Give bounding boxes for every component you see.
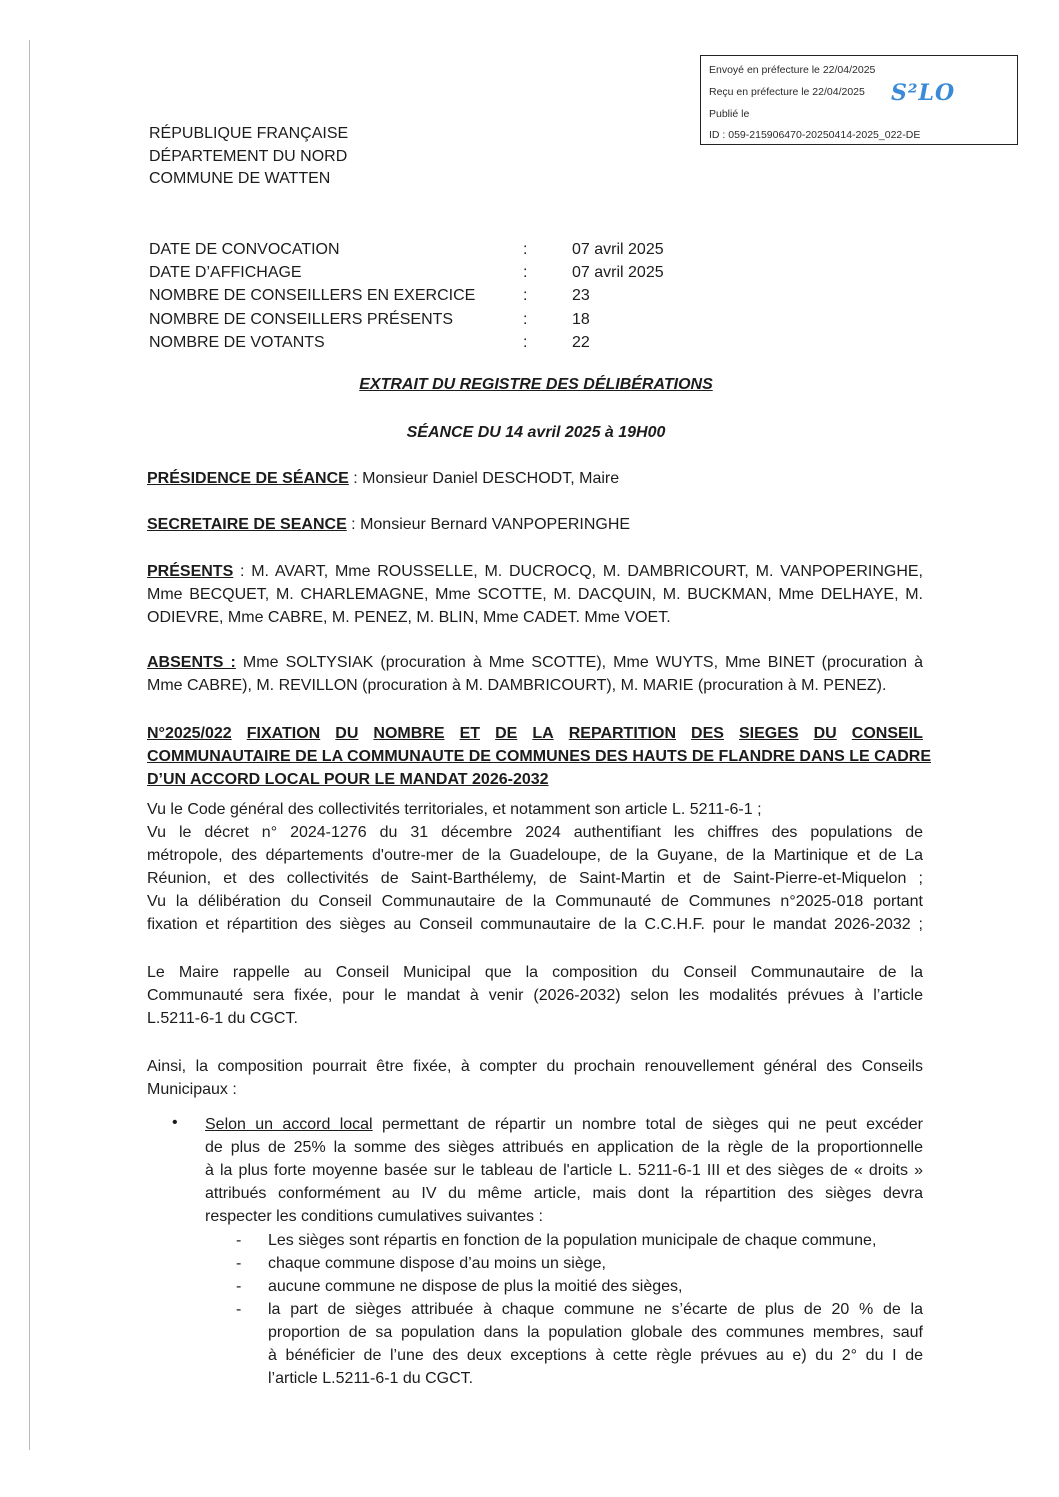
session-title: SÉANCE DU 14 avril 2025 à 19H00 (406, 424, 666, 441)
dash-icon: - (236, 1278, 242, 1295)
deliberation-number: N°2025/022 (147, 725, 232, 742)
stamp-sent: Envoyé en préfecture le 22/04/2025 (709, 64, 876, 76)
bullet-icon: • (172, 1114, 178, 1131)
absents-line: Mme SOLTYSIAK (procuration à Mme SCOTTE), Mme WUYTS, Mme BINET (procuration à (235, 654, 923, 671)
info-value: 22 (572, 333, 590, 351)
info-label: NOMBRE DE CONSEILLERS EN EXERCICE (149, 287, 476, 305)
condition-line: l’article L.5211-6-1 du CGCT. (268, 1370, 474, 1387)
s2lo-signature-logo: S²LO (891, 80, 956, 106)
info-row (149, 284, 709, 307)
dash-icon: - (236, 1232, 242, 1249)
list-item (230, 1298, 923, 1390)
info-separator: : (523, 333, 528, 351)
bullet-line: de plus de 25% la somme des sièges attribués en application de la règle de la proportionnelle (205, 1139, 923, 1156)
header-commune: COMMUNE DE WATTEN (149, 170, 331, 187)
ainsi-line: Ainsi, la composition pourrait être fixée, à compter du prochain renouvellement général des Conseils (147, 1058, 923, 1075)
conditions-list (230, 1229, 923, 1390)
info-value: 07 avril 2025 (572, 264, 664, 282)
info-row (149, 308, 709, 331)
maire-paragraph (147, 961, 923, 1030)
ainsi-paragraph (147, 1055, 923, 1101)
ainsi-line: Municipaux : (147, 1081, 237, 1098)
info-label: NOMBRE DE VOTANTS (149, 333, 325, 351)
presidence-text: : Monsieur Daniel DESCHODT, Maire (348, 470, 620, 487)
info-row (149, 238, 709, 261)
condition-line: proportion de sa population dans la population globale des communes membres, sauf (268, 1324, 923, 1341)
header-departement: DÉPARTEMENT DU NORD (149, 147, 348, 165)
condition-line: chaque commune dispose d’au moins un siège, (268, 1255, 606, 1272)
heading-word: ET (459, 725, 481, 742)
dash-icon: - (236, 1301, 242, 1318)
heading-word: DES (691, 725, 724, 742)
heading-word: DU (813, 725, 837, 742)
document-header (149, 123, 348, 191)
heading-word: REPARTITION (568, 725, 676, 742)
info-value: 23 (572, 287, 590, 305)
info-separator: : (523, 287, 528, 305)
stamp-received: Reçu en préfecture le 22/04/2025 (709, 86, 865, 98)
absents-paragraph (147, 651, 923, 697)
info-value: 18 (572, 310, 590, 328)
info-separator: : (523, 241, 528, 258)
scan-margin-line (29, 40, 30, 1450)
info-separator: : (523, 264, 528, 282)
presents-line: ODIEVRE, Mme CABRE, M. PENEZ, M. BLIN, Mme CADET. Mme VOET. (147, 609, 671, 626)
maire-line: L.5211-6-1 du CGCT. (147, 1010, 298, 1027)
condition-line: Les sièges sont répartis en fonction de la population municipale de chaque commune, (268, 1232, 877, 1249)
accord-local-label: Selon un accord local (205, 1116, 373, 1133)
list-item (230, 1275, 923, 1298)
vu-line: Réunion, et des collectivités de Saint-Barthélemy, de Saint-Martin et de Saint-Pierre-et-Miquelon ; (147, 870, 923, 887)
heading-word: DU (335, 725, 359, 742)
dash-icon: - (236, 1255, 242, 1272)
heading-word: DE (495, 725, 518, 742)
deliberation-heading (147, 722, 931, 791)
bullet-line: permettant de répartir un nombre total de sièges qui ne peut excéder (372, 1116, 924, 1133)
meeting-info-table (149, 238, 709, 354)
heading-word: SIEGES (739, 725, 799, 742)
absents-label: ABSENTS : (147, 654, 236, 671)
bullet-line: attribués conformément au IV du même article, mais dont la répartition des sièges devra (205, 1185, 923, 1202)
secretaire-text: : Monsieur Bernard VANPOPERINGHE (346, 516, 631, 533)
bullet-line: à la plus forte moyenne basée sur le tableau de l'article L. 5211-6-1 III et des sièges de « droits » (205, 1162, 923, 1179)
info-row (149, 261, 709, 284)
presidence-label: PRÉSIDENCE DE SÉANCE (147, 470, 349, 487)
heading-word: NOMBRE (373, 725, 445, 742)
presents-label: PRÉSENTS (147, 563, 234, 580)
condition-line: aucune commune ne dispose de plus la moitié des sièges, (268, 1278, 683, 1295)
header-republique: RÉPUBLIQUE FRANÇAISE (149, 125, 349, 142)
vu-line: Vu le Code général des collectivités territoriales, et notamment son article L. 5211-6-1 ; (147, 801, 762, 818)
heading-word: FIXATION (246, 725, 321, 742)
condition-line: à bénéficier de l’une des deux exceptions à cette règle prévues au e) du 2° du I de (268, 1347, 923, 1364)
list-item (230, 1252, 923, 1275)
deliberation-heading-line: D’UN ACCORD LOCAL POUR LE MANDAT 2026-2032 (147, 771, 549, 788)
info-row (149, 331, 709, 354)
extract-title: EXTRAIT DU REGISTRE DES DÉLIBÉRATIONS (359, 376, 713, 393)
deliberation-heading-line: COMMUNAUTAIRE DE LA COMMUNAUTE DE COMMUNES DES HAUTS DE FLANDRE DANS LE CADRE (147, 748, 931, 765)
vu-paragraph (147, 798, 923, 936)
prefecture-stamp (700, 55, 1018, 145)
heading-word: LA (532, 725, 554, 742)
info-label: NOMBRE DE CONSEILLERS PRÉSENTS (149, 310, 454, 328)
heading-word: CONSEIL (851, 725, 923, 742)
maire-line: Le Maire rappelle au Conseil Municipal que la composition du Conseil Communautaire de la (147, 964, 923, 981)
secretaire-label: SECRETAIRE DE SEANCE (147, 516, 347, 533)
info-label: DATE DE CONVOCATION (149, 241, 340, 258)
vu-line: Vu la délibération du Conseil Communautaire de la Communauté de Communes n°2025-018 portant (147, 893, 923, 910)
list-item (230, 1229, 923, 1252)
info-separator: : (523, 310, 528, 328)
stamp-published: Publié le (709, 108, 750, 120)
presents-line: : M. AVART, Mme ROUSSELLE, M. DUCROCQ, M. DAMBRICOURT, M. VANPOPERINGHE, (233, 563, 923, 580)
accord-local-bullet (205, 1113, 923, 1228)
presents-paragraph (147, 560, 923, 629)
absents-line: Mme CABRE), M. REVILLON (procuration à M. DAMBRICOURT), M. MARIE (procuration à M. PENEZ). (147, 677, 887, 694)
condition-line: la part de sièges attribuée à chaque commune ne s’écarte de plus de 20 % de la (268, 1301, 923, 1318)
bullet-line: respecter les conditions cumulatives suivantes : (205, 1208, 543, 1225)
vu-line: métropole, des départements d'outre-mer de la Guadeloupe, de la Guyane, de la Martinique et de La (147, 847, 923, 864)
secretaire-paragraph (147, 513, 923, 536)
maire-line: Communauté sera fixée, pour le mandat à venir (2026-2032) selon les modalités prévues à l’article (147, 987, 923, 1004)
info-value: 07 avril 2025 (572, 241, 664, 258)
presidence-paragraph (147, 467, 923, 490)
info-label: DATE D’AFFICHAGE (149, 264, 302, 282)
vu-line: fixation et répartition des sièges au Conseil communautaire de la C.C.H.F. pour le mandat 2026-2032 ; (147, 916, 923, 933)
vu-line: Vu le décret n° 2024-1276 du 31 décembre 2024 authentifiant les chiffres des populations de (147, 824, 923, 841)
stamp-id: ID : 059-215906470-20250414-2025_022-DE (709, 129, 921, 141)
presents-line: Mme BECQUET, M. CHARLEMAGNE, Mme SCOTTE, M. DACQUIN, M. BUCKMAN, Mme DELHAYE, M. (147, 586, 923, 603)
